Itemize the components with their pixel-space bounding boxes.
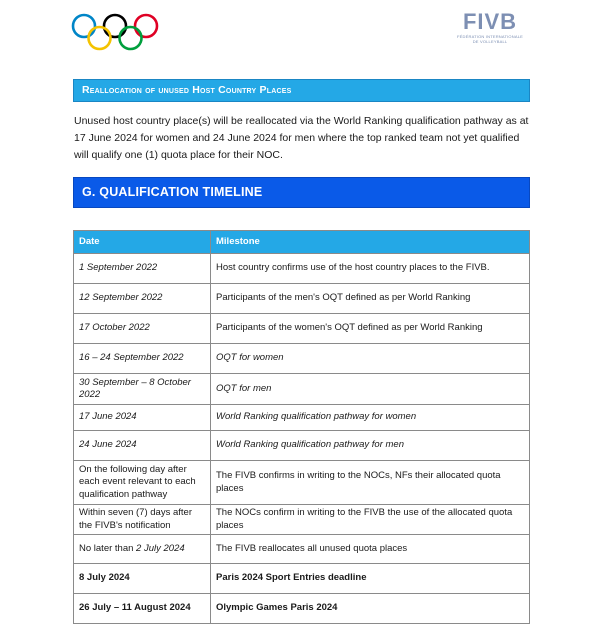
milestone-cell: The FIVB confirms in writing to the NOCs, NFs their allocated quota places	[211, 461, 530, 505]
table-row	[74, 594, 530, 624]
ring-yellow	[89, 27, 111, 49]
date-cell: 12 September 2022	[74, 284, 211, 314]
table-header-row	[74, 231, 530, 254]
milestone-cell: World Ranking qualification pathway for men	[211, 431, 530, 461]
date-cell-prefix: No later than	[79, 542, 137, 554]
milestone-cell: The FIVB reallocates all unused quota places	[211, 535, 530, 564]
milestone-cell: World Ranking qualification pathway for women	[211, 405, 530, 431]
milestone-cell: Olympic Games Paris 2024	[211, 594, 530, 624]
date-cell	[74, 535, 211, 564]
milestone-cell: Participants of the women's OQT defined as per World Ranking	[211, 314, 530, 344]
table-row	[74, 431, 530, 461]
timeline-heading: G. QUALIFICATION TIMELINE	[73, 177, 530, 208]
milestone-cell: Host country confirms use of the host country places to the FIVB.	[211, 254, 530, 284]
fivb-logo-subtitle-2: DE VOLLEYBALL	[472, 39, 508, 44]
milestone-cell: Participants of the men's OQT defined as per World Ranking	[211, 284, 530, 314]
table-row	[74, 535, 530, 564]
ring-green	[120, 27, 142, 49]
table-row	[74, 374, 530, 405]
date-column-header: Date	[74, 231, 211, 254]
date-cell: 17 June 2024	[74, 405, 211, 431]
date-cell: 26 July – 11 August 2024	[74, 594, 211, 624]
reallocation-paragraph: Unused host country place(s) will be reallocated via the World Ranking qualification pathway as at 17 June 2024 for women and 24 June 2024 for men where the top ranked team not yet qualified will qualify one (1) quota place for their NOC.	[74, 115, 529, 161]
milestone-cell: Paris 2024 Sport Entries deadline	[211, 564, 530, 594]
date-cell: On the following day after each event relevant to each qualification pathway	[74, 461, 211, 505]
table-row	[74, 461, 530, 505]
ring-black	[104, 15, 126, 37]
table-row	[74, 564, 530, 594]
milestone-column-header: Milestone	[211, 231, 530, 254]
reallocation-heading: Reallocation of unused Host Country Places	[73, 79, 530, 102]
date-cell: 30 September – 8 October 2022	[74, 374, 211, 405]
table-row	[74, 344, 530, 374]
date-cell-date: 2 July 2024	[136, 542, 185, 554]
date-cell: 1 September 2022	[74, 254, 211, 284]
fivb-logo-mark: FIVB	[462, 9, 518, 34]
fivb-logo-subtitle-1: FÉDÉRATION INTERNATIONALE	[457, 34, 523, 39]
ring-red	[135, 15, 157, 37]
table-row	[74, 405, 530, 431]
date-cell: 16 – 24 September 2022	[74, 344, 211, 374]
qualification-timeline-table	[73, 230, 530, 624]
date-cell: 24 June 2024	[74, 431, 211, 461]
table-row	[74, 284, 530, 314]
milestone-cell: OQT for men	[211, 374, 530, 405]
olympic-rings-logo	[70, 12, 160, 54]
milestone-cell: The NOCs confirm in writing to the FIVB the use of the allocated quota places	[211, 505, 530, 535]
date-cell: 17 October 2022	[74, 314, 211, 344]
milestone-cell: OQT for women	[211, 344, 530, 374]
fivb-logo	[450, 10, 530, 50]
date-cell: 8 July 2024	[74, 564, 211, 594]
table-row	[74, 254, 530, 284]
ring-blue	[73, 15, 95, 37]
date-cell: Within seven (7) days after the FIVB's notification	[74, 505, 211, 535]
table-row	[74, 314, 530, 344]
table-row	[74, 505, 530, 535]
